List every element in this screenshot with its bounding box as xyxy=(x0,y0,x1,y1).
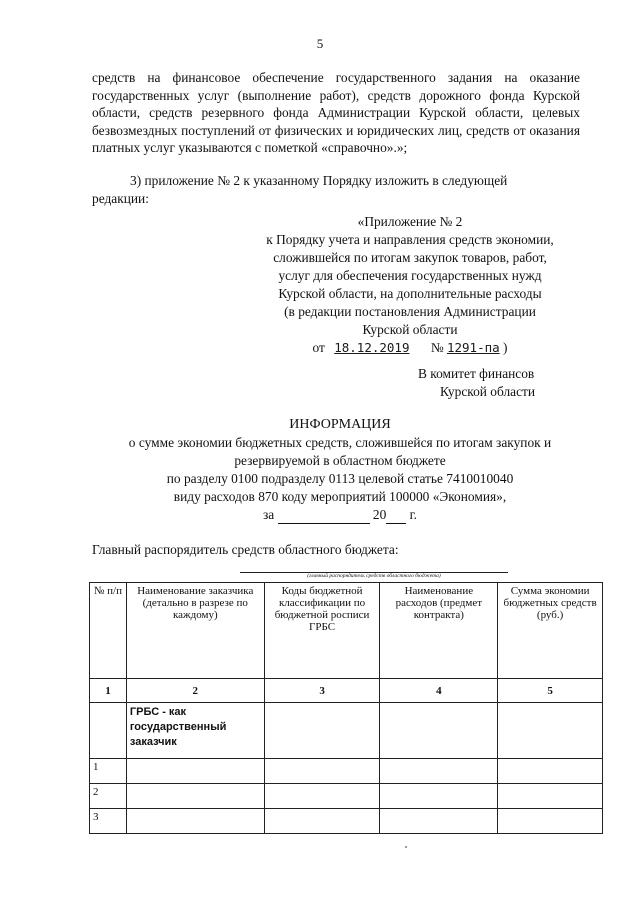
table-cell xyxy=(264,784,380,809)
appendix-line: к Порядку учета и направления средств экономии, xyxy=(266,232,554,247)
item3-line1: 3) приложение № 2 к указанному Порядку изложить в следующей xyxy=(130,173,508,188)
info-heading xyxy=(60,416,620,524)
table-row xyxy=(90,703,603,759)
table-cell xyxy=(264,703,380,759)
period-line xyxy=(60,506,620,524)
appendix-block xyxy=(232,213,588,357)
close-paren: ) xyxy=(503,340,508,355)
header-cell: Наименование расходов (предмет контракта) xyxy=(380,583,498,679)
scan-speck xyxy=(405,846,407,848)
info-line: резервируемой в областном бюджете xyxy=(234,453,446,468)
period-year: 20 xyxy=(372,507,387,522)
appendix-line: Курской области xyxy=(362,322,458,337)
row-number: 1 xyxy=(90,759,127,784)
period-suffix: г. xyxy=(409,507,418,522)
page-number: 5 xyxy=(316,36,324,51)
table-row xyxy=(90,759,603,784)
appendix-line: (в редакции постановления Администрации xyxy=(284,304,536,319)
table-cell xyxy=(126,809,264,834)
addressee-line2: Курской области xyxy=(440,384,536,399)
table-row xyxy=(90,809,603,834)
table-cell xyxy=(126,759,264,784)
column-number: 1 xyxy=(90,679,127,703)
addressee-line1: В комитет финансов xyxy=(418,366,535,381)
table-cell xyxy=(498,809,603,834)
table-cell xyxy=(498,784,603,809)
appendix-line: Курской области, на дополнительные расходы xyxy=(278,286,542,301)
savings-table xyxy=(89,582,603,834)
table-cell xyxy=(498,759,603,784)
table-cell xyxy=(126,784,264,809)
number-label: № xyxy=(430,340,444,355)
column-number: 2 xyxy=(126,679,264,703)
row-number: 2 xyxy=(90,784,127,809)
period-prefix: за xyxy=(262,507,275,522)
table-cell xyxy=(498,703,603,759)
table-cell xyxy=(380,809,498,834)
period-blank xyxy=(278,511,370,524)
info-line: виду расходов 870 коду мероприятий 100000 «Экономия», xyxy=(173,489,507,504)
column-number-row xyxy=(90,679,603,703)
table-cell xyxy=(264,759,380,784)
customer-cell: ГРБС - как государственный заказчик xyxy=(126,703,264,759)
table-header-row xyxy=(90,583,603,679)
header-cell: Наименование заказчика (детально в разрезе по каждому) xyxy=(126,583,264,679)
header-cell: № п/п xyxy=(90,583,127,679)
resolution-number: 1291-па xyxy=(446,340,500,355)
column-number: 3 xyxy=(264,679,380,703)
header-cell: Коды бюджетной классификации по бюджетной росписи ГРБС xyxy=(264,583,380,679)
main-manager-caption: (главный распорядитель средств областного бюджета) xyxy=(307,573,441,579)
column-number: 4 xyxy=(380,679,498,703)
table-cell xyxy=(380,759,498,784)
from-label: от xyxy=(312,340,325,355)
resolution-date: 18.12.2019 xyxy=(334,340,410,355)
row-number xyxy=(90,703,127,759)
header-cell: Сумма экономии бюджетных средств (руб.) xyxy=(498,583,603,679)
info-title: ИНФОРМАЦИЯ xyxy=(289,417,391,432)
intro-paragraph: средств на финансовое обеспечение государственного задания на оказание государственных услуг (выполнение работ), средств дорожного фонда Курской области, средств резервного фонда Администрации Курской области, целевых безвозмездных поступлений от физических и юридических лиц, средств от оказания платных услуг указываются с пометкой «справочно».»; xyxy=(92,70,580,155)
table-cell xyxy=(380,784,498,809)
appendix-date-line xyxy=(232,339,588,357)
appendix-title: «Приложение № 2 xyxy=(357,214,463,229)
item3-line2: редакции: xyxy=(92,191,149,206)
table-cell xyxy=(380,703,498,759)
main-manager-label: Главный распорядитель средств областного бюджета: xyxy=(92,542,399,557)
table-row xyxy=(90,784,603,809)
info-line: по разделу 0100 подразделу 0113 целевой статье 7410010040 xyxy=(166,471,514,486)
column-number: 5 xyxy=(498,679,603,703)
year-blank xyxy=(386,511,406,524)
table-cell xyxy=(264,809,380,834)
appendix-line: сложившейся по итогам закупок товаров, работ, xyxy=(273,250,547,265)
appendix-line: услуг для обеспечения государственных нужд xyxy=(278,268,542,283)
row-number: 3 xyxy=(90,809,127,834)
info-line: о сумме экономии бюджетных средств, сложившейся по итогам закупок и xyxy=(128,435,552,450)
